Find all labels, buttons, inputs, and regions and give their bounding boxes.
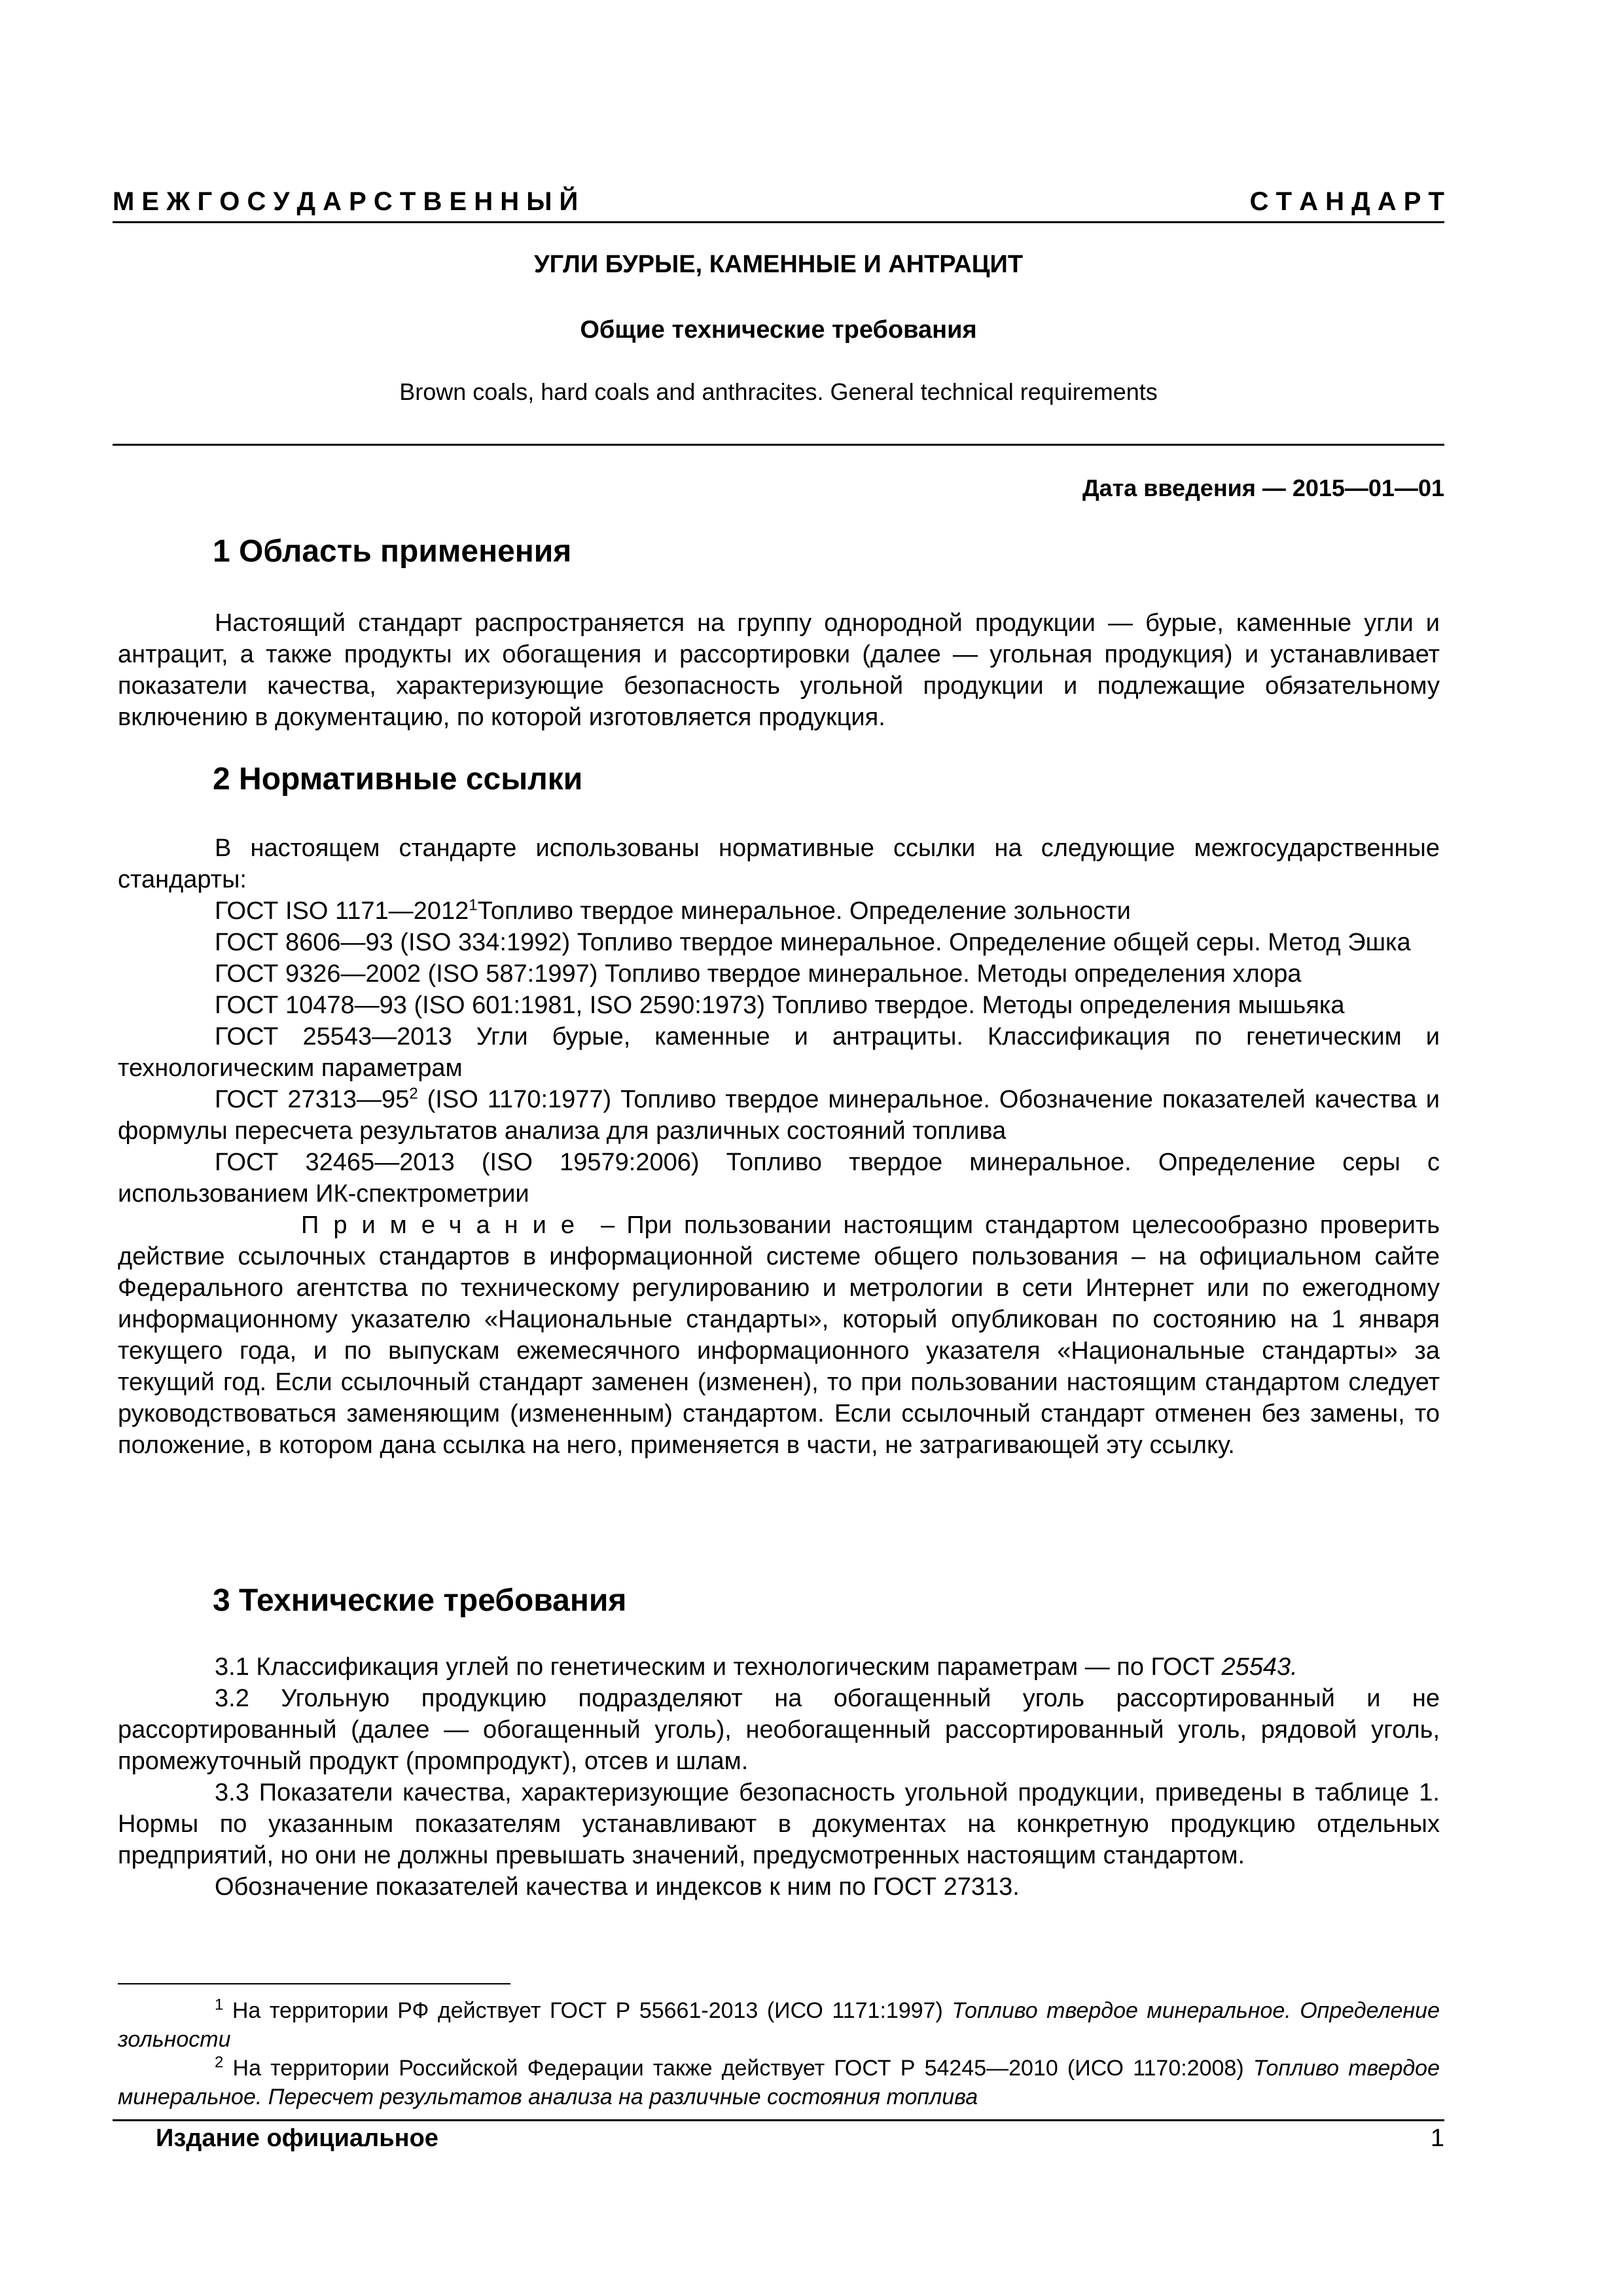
page-number: 1 (1430, 2125, 1444, 2152)
reference-gost-10478: ГОСТ 10478—93 (ISO 601:1981, ISO 2590:1973) Топливо твердое. Методы определения мышьяка (215, 992, 1345, 1019)
references-note (118, 1210, 1440, 1461)
reference-gost-27313: ГОСТ $27313—95^2$ (ISO 1170:1977) Топливо твердое минеральное. Обозначение показателей качества и формулы пересчета результатов анализа для различных состояний топлива (118, 1085, 1440, 1145)
section-2-heading: 2 Нормативные ссылки (213, 762, 583, 797)
note-text: – При пользовании настоящим стандартом целесообразно проверить действие ссылочных стандартов в информационной системе общего пользования – на официальном сайте Федерального агентства по техническому регулированию и метрологии в сети Интернет или по ежегодному информационному указателю «Национальные стандарты», который опубликован по состоянию на 1 января текущего года, и по выпускам ежемесячного информационного указателя «Национальные стандарты» за текущий год. Если ссылочный стандарт заменен (изменен), то при пользовании настоящим стандартом следует руководствоваться заменяющим (измененным) стандартом. Если ссылочный стандарт отменен без замены, то положение, в котором дана ссылка на него, применяется в части, не затрагивающей эту ссылку. (118, 1211, 1440, 1459)
section-3-heading: 3 Технические требования (213, 1583, 627, 1618)
section-1-body (118, 607, 1440, 733)
section-3-body (118, 1651, 1440, 1903)
section-1-paragraph: Настоящий стандарт распространяется на группу однородной продукции — бурые, каменные угли и антрацит, а также продукты их обогащения и рассортировки (далее — угольная продукция) и устанавливает показатели качества, характеризующие безопасность угольной продукции и подлежащие обязательному включению в документацию, по которой изготовляется продукция. (118, 609, 1440, 731)
standard-type-header (113, 182, 1444, 221)
clause-3-1: 3.1 Классификация углей по генетическим и технологическим параметрам — по ГОСТ 25543. (215, 1653, 1298, 1681)
footnotes (118, 1996, 1440, 2111)
document-subtitle: Общие технические требования (580, 316, 977, 344)
introduction-date: Дата введения — 2015—01—01 (1082, 475, 1444, 501)
section-1-heading: 1 Область применения (213, 534, 572, 569)
title-rule (113, 444, 1444, 446)
english-title: Brown coals, hard coals and anthracites. General technical requirements (399, 378, 1158, 405)
header-rule (113, 221, 1444, 223)
clause-3-2: 3.2 Угольную продукцию подразделяют на обогащенный уголь рассортированный и не рассортированный (далее — обогащенный уголь), необогащенный рассортированный уголь, рядовой уголь, промежуточный продукт (промпродукт), отсев и шлам. (118, 1685, 1440, 1775)
section-2-body (118, 833, 1440, 1461)
footnote-ref-1: 1 (469, 896, 478, 914)
header-right: С Т А Н Д А Р Т (1249, 187, 1444, 216)
clause-3-3: 3.3 Показатели качества, характеризующие безопасность угольной продукции, приведены в таблице 1. Нормы по указанным показателям устанавливают в документах на конкретную продукцию отдельных предприятий, но они не должны превышать значений, предусмотренных настоящим стандартом. (118, 1779, 1440, 1869)
reference-gost-25543: ГОСТ 25543—2013 Угли бурые, каменные и антрациты. Классификация по генетическим и технологическим параметрам (118, 1023, 1440, 1082)
header-left: М Е Ж Г О С У Д А Р С Т В Е Н Н Ы Й (113, 187, 579, 216)
note-label: Примечание (301, 1211, 589, 1239)
footnote-2: $^2$ На территории Российской Федерации также действует ГОСТ Р 54245—2010 (ИСО 1170:2008) Топливо твердое минеральное. Пересчет результатов анализа на различные состояния топлива (118, 2053, 1440, 2109)
reference-gost-32465: ГОСТ 32465—2013 (ISO 19579:2006) Топливо твердое минеральное. Определение серы с использованием ИК-спектрометрии (118, 1149, 1440, 1208)
clause-3-3-note: Обозначение показателей качества и индексов к ним по ГОСТ 27313. (215, 1873, 1020, 1901)
document-title: УГЛИ БУРЫЕ, КАМЕННЫЕ И АНТРАЦИТ (533, 251, 1024, 278)
reference-gost-9326: ГОСТ 9326—2002 (ISO 587:1997) Топливо твердое минеральное. Методы определения хлора (215, 960, 1302, 988)
page-footer (113, 2121, 1444, 2160)
footnote-separator (118, 1983, 510, 1984)
official-edition-label: Издание официальное (156, 2125, 438, 2152)
reference-gost-iso-1171: ГОСТ ISO 1171—2012$^1$Топливо твердое минеральное. Определение зольности (215, 896, 1131, 925)
references-intro: В настоящем стандарте использованы нормативные ссылки на следующие межгосударственные стандарты: (118, 834, 1440, 893)
footnote-ref-2: 2 (409, 1085, 418, 1103)
reference-gost-8606: ГОСТ 8606—93 (ISO 334:1992) Топливо твердое минеральное. Определение общей серы. Метод Эшка (215, 929, 1411, 956)
footnote-1: $^1$ На территории РФ действует ГОСТ Р 55661-2013 (ИСО 1171:1997) Топливо твердое минеральное. Определение зольности (118, 1996, 1440, 2052)
